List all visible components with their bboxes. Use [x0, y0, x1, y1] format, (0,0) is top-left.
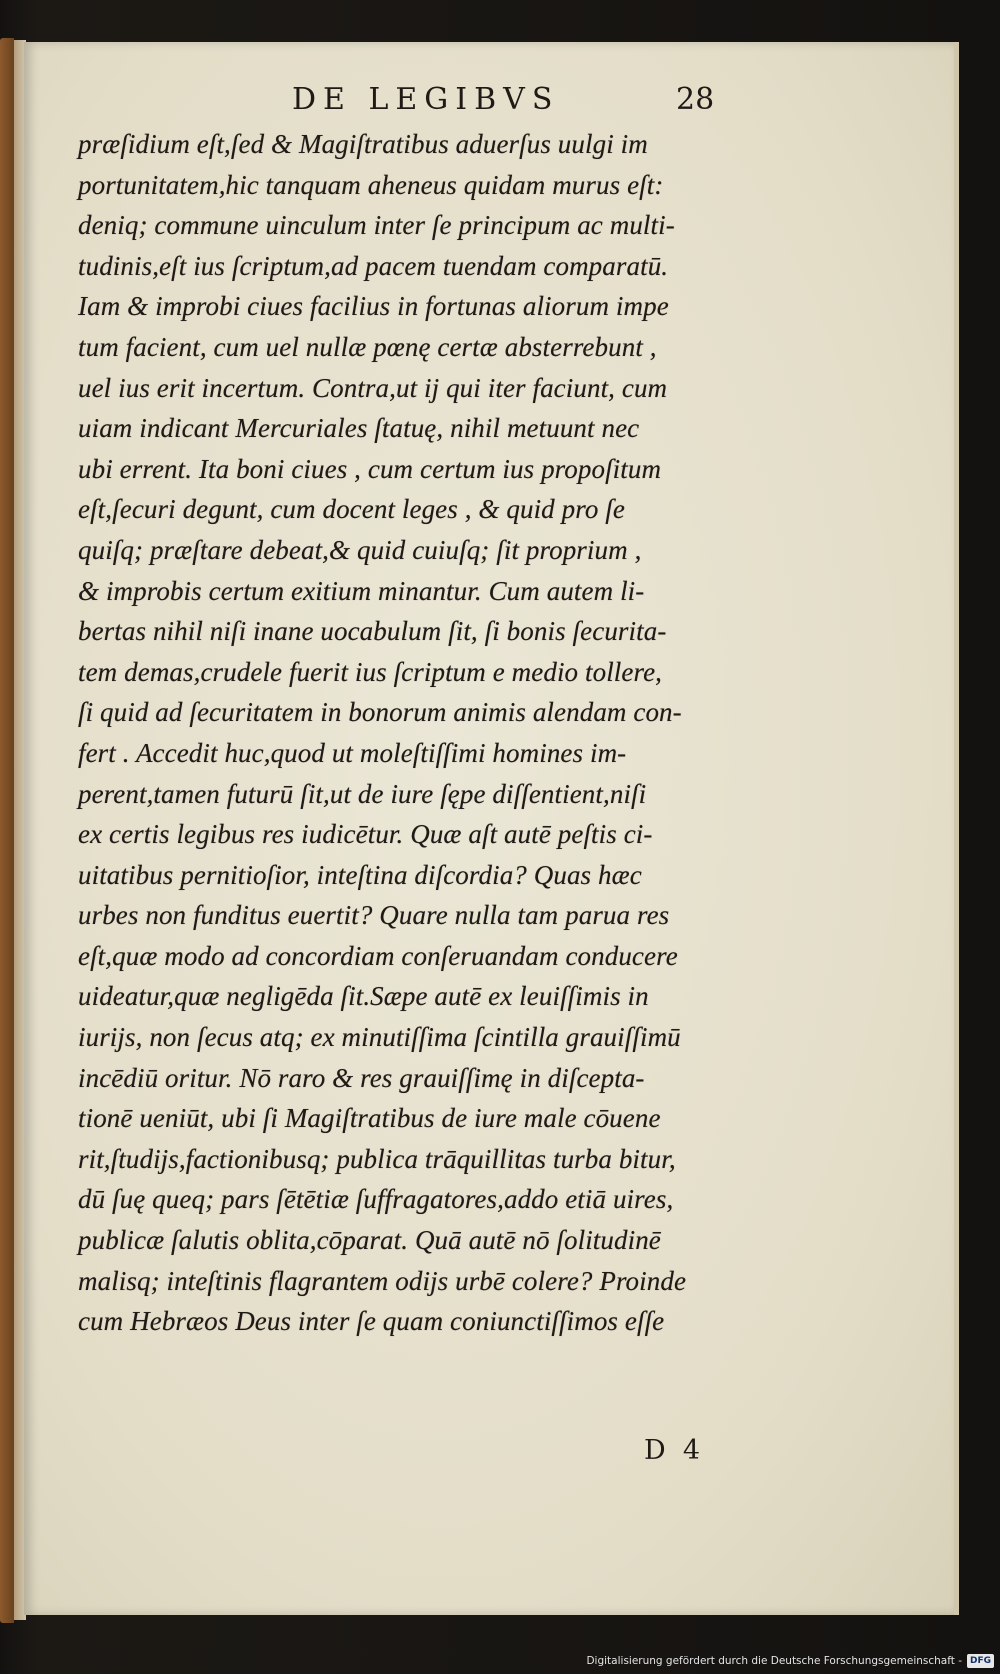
text-line: incēdiū oritur. Nō raro & res grauiſſimę in diſcepta-: [78, 1062, 645, 1093]
credit-text: Digitalisierung gefördert durch die Deutsche Forschungsgemeinschaft -: [586, 1655, 962, 1667]
text-line: perent,tamen futurū ſit,ut de iure ſępe diſſentient,niſi: [78, 778, 647, 809]
text-line: Iam & improbi ciues facilius in fortunas aliorum impe: [78, 291, 669, 322]
text-line: iurijs, non ſecus atq; ex minutiſſima ſcintilla grauiſſimū: [78, 1022, 681, 1053]
signature-mark: D 4: [644, 1435, 700, 1466]
text-line: eſt,ſecuri degunt, cum docent leges , & quid pro ſe: [78, 494, 625, 525]
text-line: tudinis,eſt ius ſcriptum,ad pacem tuendam comparatū.: [78, 250, 669, 281]
text-line: tem demas,crudele fuerit ius ſcriptum e medio tollere,: [78, 656, 663, 687]
running-head: [24, 82, 954, 122]
text-line: portunitatem,hic tanquam aheneus quidam murus eſt:: [78, 169, 664, 200]
text-line: deniq; commune uinculum inter ſe principum ac multi-: [78, 210, 675, 241]
text-line: tionē ueniūt, ubi ſi Magiſtratibus de iure male cōuene: [78, 1103, 661, 1134]
text-line: publicæ ſalutis oblita,cōparat. Quā autē nō ſolitudinē: [78, 1225, 661, 1256]
text-block: [78, 124, 848, 1342]
digitization-credit: [586, 1652, 994, 1670]
text-line: uideatur,quæ negligēda ſit.Sæpe autē ex leuiſſimis in: [78, 981, 649, 1012]
text-line: urbes non funditus euertit? Quare nulla tam parua res: [78, 900, 670, 931]
text-line: fert . Accedit huc,quod ut moleſtiſſimi homines im-: [78, 737, 627, 768]
text-line: uel ius erit incertum. Contra,ut ij qui iter faciunt, cum: [78, 372, 668, 403]
text-line: præſidium eſt,ſed & Magiſtratibus aduerſus uulgi im: [78, 129, 648, 159]
text-line: uiam indicant Mercuriales ſtatuę, nihil metuunt nec: [78, 413, 640, 444]
text-line: eſt,quæ modo ad concordiam conſeruandam conducere: [78, 940, 678, 971]
text-line: ex certis legibus res iudicētur. Quæ aſt autē peſtis ci-: [78, 819, 653, 850]
text-line: ſi quid ad ſecuritatem in bonorum animis alendam con-: [78, 697, 682, 728]
text-line: tum facient, cum uel nullæ pœnę certæ absterrebunt ,: [78, 331, 657, 362]
text-line: malisq; inteſtinis flagrantem odijs urbē colere? Proinde: [78, 1265, 687, 1296]
text-line: dū ſuę queq; pars ſētētiæ ſuffragatores,addo etiā uires,: [78, 1184, 674, 1215]
text-line: cum Hebræos Deus inter ſe quam coniunctiſſimos eſſe: [78, 1306, 665, 1337]
text-line: quiſq; præſtare debeat,& quid cuiuſq; ſit proprium ,: [78, 534, 642, 565]
book-page: [24, 42, 959, 1615]
text-line: bertas nihil niſi inane uocabulum ſit, ſi bonis ſecurita-: [78, 616, 667, 647]
page-number: 28: [676, 82, 715, 117]
dfg-logo-icon: DFG: [967, 1654, 994, 1668]
text-line: & improbis certum exitium minantur. Cum autem li-: [78, 575, 645, 606]
text-line: uitatibus pernitioſior, inteſtina diſcordia? Quas hæc: [78, 859, 642, 890]
text-line: rit,ſtudijs,factionibusq; publica trāquillitas turba bitur,: [78, 1143, 676, 1174]
text-line: ubi errent. Ita boni ciues , cum certum ius propoſitum: [78, 453, 662, 484]
book-cover-edge: [0, 38, 14, 1623]
running-head-title: DE LEGIBVS: [292, 82, 560, 117]
